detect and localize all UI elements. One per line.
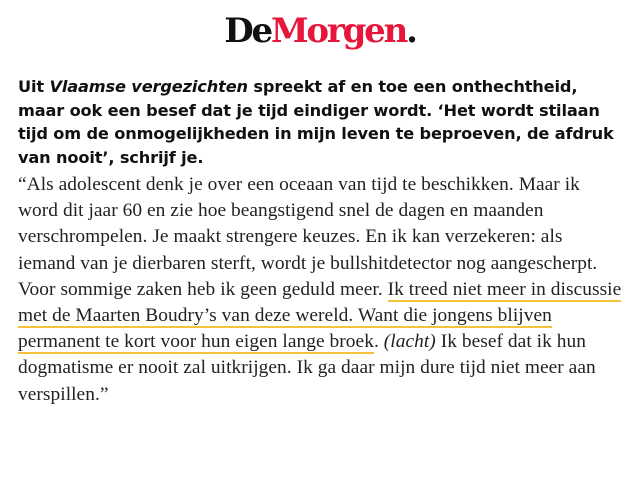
question-text-start: Uit bbox=[18, 77, 50, 96]
masthead bbox=[18, 0, 622, 60]
book-title: Vlaamse vergezichten bbox=[49, 77, 248, 96]
answer-punctuation: . bbox=[373, 331, 384, 353]
question-text-rest: spreekt af en toe een onthechtheid, maar ook een besef dat je tijd eindiger wordt. ‘Het wordt stilaan tijd om de onmogelijkheden in mijn leven te beproeven, de afdruk van nooit’, schrijf je. bbox=[18, 77, 614, 167]
interview-question bbox=[18, 75, 622, 169]
stage-aside: (lacht) bbox=[383, 331, 436, 353]
highlighted-quote[interactable]: Ik treed niet meer in discussie met de Maarten Boudry’s van deze wereld. Want die jongens blijven permanent te kort voor hun eigen lange broek bbox=[18, 278, 622, 353]
logo-dot: . bbox=[406, 11, 416, 51]
logo-de: De bbox=[224, 11, 271, 51]
interview-answer bbox=[18, 172, 622, 408]
logo-morgen: Morgen bbox=[270, 11, 407, 51]
de-morgen-logo[interactable] bbox=[224, 11, 416, 51]
answer-text-start: “Als adolescent denk je over een oceaan van tijd te beschikken. Maar ik word dit jaar 60 en zie hoe beangstigend snel de dagen en maanden verschrompelen. Je maakt strengere keuzes. En ik kan verzekeren: als iemand van je dierbaren sterft, wordt je bullshitdetector nog aangescherpt. Voor sommige zaken heb ik geen geduld meer. bbox=[18, 174, 598, 300]
answer-text-end: Ik besef dat ik hun dogmatisme er nooit zal uitkrijgen. Ik ga daar mijn dure tijd niet meer aan verspillen.” bbox=[18, 331, 596, 405]
